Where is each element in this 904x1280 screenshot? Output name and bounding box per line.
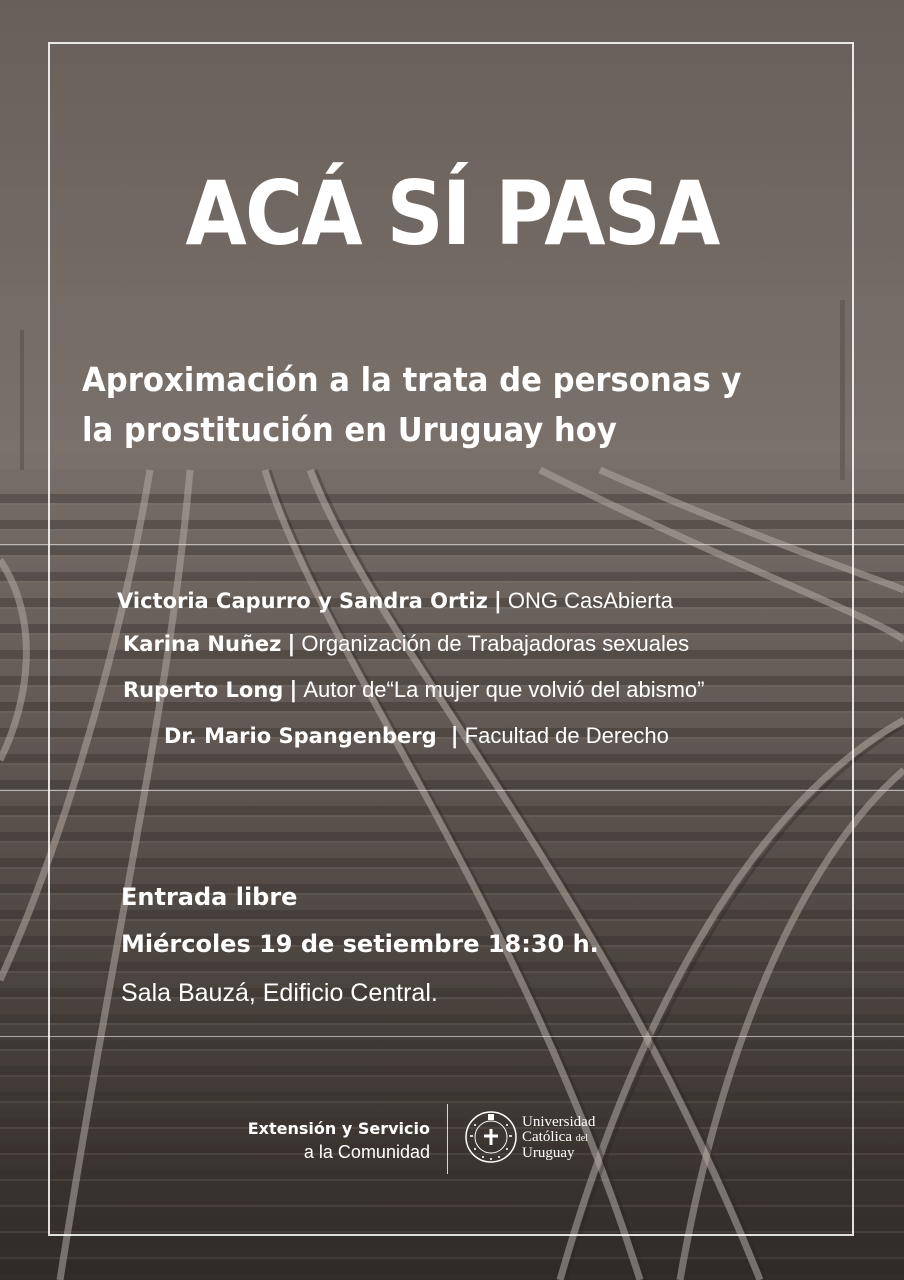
university-line-1: Universidad [522,1114,596,1130]
speaker-affiliation: Organización de Trabajadoras sexuales [301,631,690,656]
university-line-2a: Católica [522,1129,572,1145]
speaker-affiliation: ONG CasAbierta [507,588,673,613]
speaker-separator: | [493,589,502,614]
divider-line-top [0,544,904,545]
speaker-affiliation: Facultad de Derecho [464,723,669,748]
footer-divider [447,1104,448,1174]
divider-line-middle [0,790,904,791]
divider-line-bottom [0,1036,904,1037]
subtitle-line-2: la prostitución en Uruguay hoy [82,410,617,449]
entry-free: Entrada libre [121,883,298,911]
university-seal-icon [462,1108,520,1166]
event-venue: Sala Bauzá, Edificio Central. [121,979,438,1007]
speaker-name: Ruperto Long [123,678,284,702]
speaker-name: Karina Nuñez [123,632,282,656]
speaker-name: Dr. Mario Spangenberg [164,724,437,748]
subtitle-line-1: Aproximación a la trata de personas y [82,360,742,399]
university-line-3: Uruguay [522,1145,575,1161]
speaker-row [164,723,669,749]
speaker-row [117,588,673,614]
department-line-1: Extensión y Servicio [247,1119,430,1138]
speaker-separator: | [289,678,298,703]
speaker-row [123,677,704,703]
university-line-2b: del [575,1133,588,1144]
poster-subtitle [82,355,842,455]
university-line-2 [522,1130,595,1146]
speaker-affiliation: Autor de“La mujer que volvió del abismo” [303,677,705,702]
department-name [248,1118,430,1164]
speaker-name: Victoria Capurro y Sandra Ortiz [117,589,488,613]
poster-title: ACÁ SÍ PASA [185,162,719,265]
university-name [522,1115,595,1161]
speaker-row [123,631,689,657]
speaker-separator: | [450,724,459,749]
speaker-separator: | [287,632,296,657]
event-date: Miércoles 19 de setiembre 18:30 h. [121,930,599,958]
department-line-2: a la Comunidad [303,1142,430,1162]
